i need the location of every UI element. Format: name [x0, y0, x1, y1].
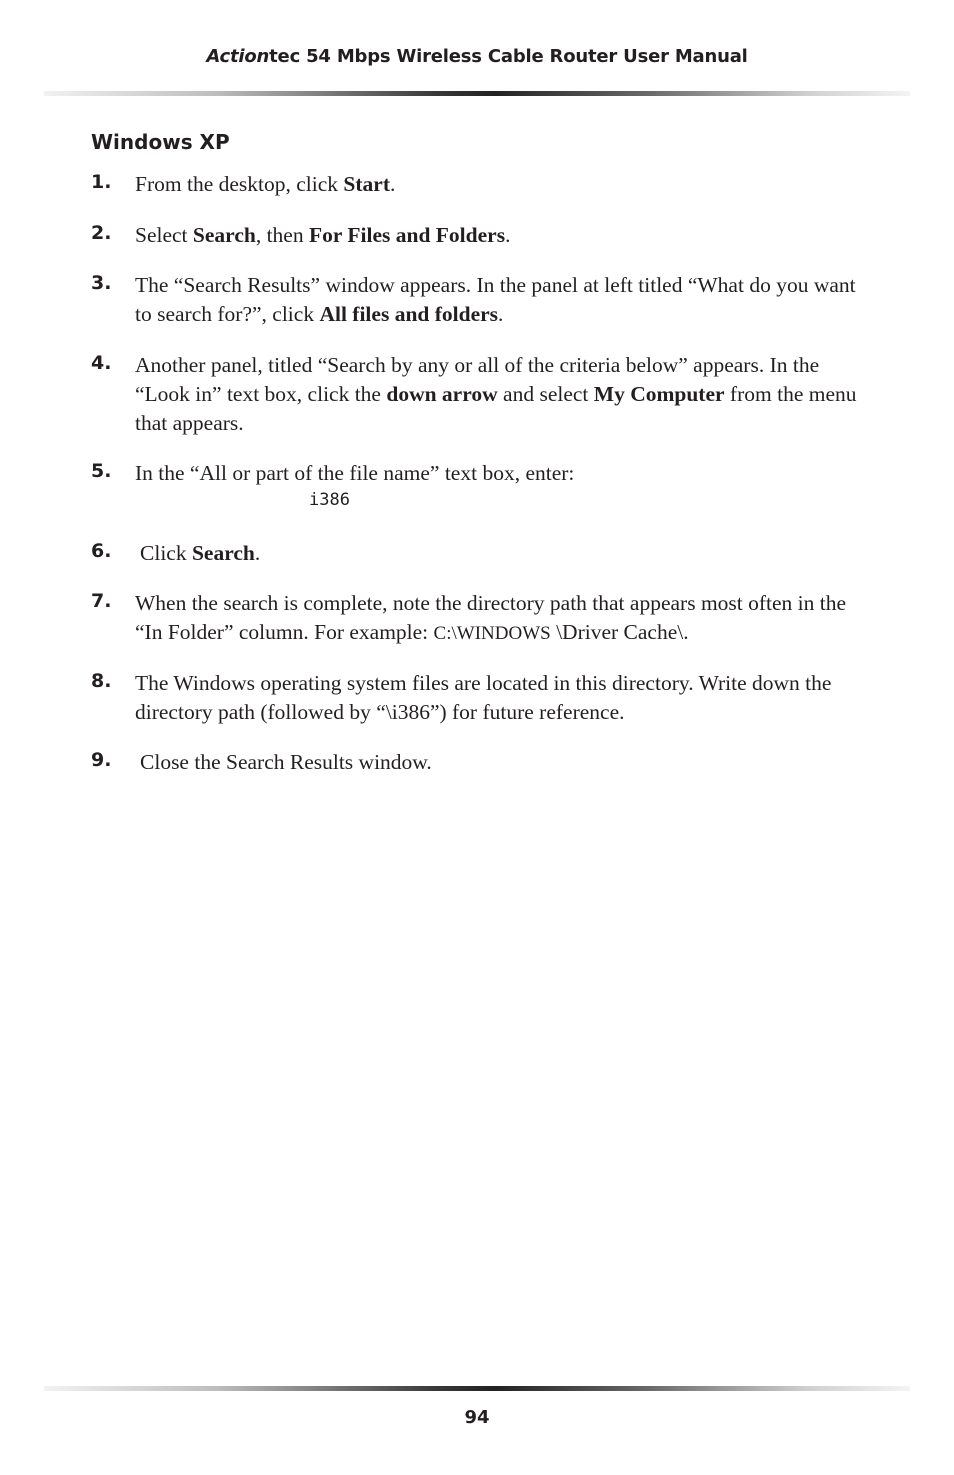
ui-term: Search	[192, 223, 256, 247]
path-text: C:\WINDOWS	[433, 623, 551, 644]
text-run: from the menu that appears.	[135, 382, 857, 435]
step-number: 1.	[91, 171, 112, 193]
text-run: Select	[135, 223, 193, 247]
text-run: , then	[255, 223, 309, 247]
step-number: 5.	[91, 460, 112, 482]
ui-term: Search	[191, 541, 255, 565]
text-run: .	[498, 302, 504, 326]
step-number: 7.	[91, 590, 112, 612]
code-sample: i386	[309, 490, 350, 510]
ui-term: down arrow	[386, 382, 498, 406]
running-header	[0, 46, 954, 67]
step-text	[135, 589, 871, 648]
step-1	[91, 170, 871, 199]
step-5	[91, 459, 871, 512]
step-text	[135, 170, 871, 199]
section-title: Windows XP	[91, 130, 230, 154]
header-title: tec 54 Mbps Wireless Cable Router User Manual	[269, 46, 748, 67]
text-run: The Windows operating system files are located in this directory. Write down the directory path (followed by “\i386”) for future reference.	[135, 671, 832, 724]
ui-term: My Computer	[593, 382, 725, 406]
step-9	[91, 748, 871, 777]
step-8	[91, 669, 871, 727]
header-divider	[44, 91, 910, 96]
text-run: Another panel, titled “Search by any or all of the criteria below” appears. In the “Look in” text box, click the	[135, 353, 820, 406]
step-4	[91, 351, 871, 438]
step-text	[135, 271, 871, 329]
footer-divider	[44, 1386, 910, 1391]
text-run: From the desktop, click	[135, 172, 344, 196]
text-run: Close the Search Results window.	[140, 750, 432, 774]
step-number: 2.	[91, 222, 112, 244]
text-run: \Driver Cache\.	[550, 620, 689, 644]
step-2	[91, 221, 871, 250]
text-run: and select	[497, 382, 594, 406]
text-run: In the “All or part of the file name” text box, enter:	[135, 461, 575, 485]
ui-term: Start	[343, 172, 390, 196]
step-3	[91, 271, 871, 329]
header-brand-italic: Action	[206, 46, 270, 67]
text-run: The “Search Results” window appears. In the panel at left titled “What do you want to search for?”, click	[135, 273, 856, 326]
step-text	[135, 459, 871, 512]
page-number: 94	[464, 1407, 490, 1428]
step-6	[91, 539, 871, 568]
text-run: Click	[140, 541, 192, 565]
step-number: 4.	[91, 352, 112, 374]
step-text	[140, 748, 871, 777]
step-7	[91, 589, 871, 648]
step-number: 9.	[91, 749, 112, 771]
step-number: 3.	[91, 272, 112, 294]
text-run: .	[505, 223, 511, 247]
step-text	[135, 221, 871, 250]
step-number: 6.	[91, 540, 112, 562]
ui-term: For Files and Folders	[308, 223, 506, 247]
step-text	[135, 351, 871, 438]
text-run: .	[254, 541, 261, 565]
ui-term: All files and folders	[319, 302, 499, 326]
text-run: .	[389, 172, 396, 196]
step-number: 8.	[91, 670, 112, 692]
step-text	[135, 669, 871, 727]
step-text	[140, 539, 871, 568]
text-run: When the search is complete, note the directory path that appears most often in the “In Folder” column. For example:	[135, 591, 847, 644]
